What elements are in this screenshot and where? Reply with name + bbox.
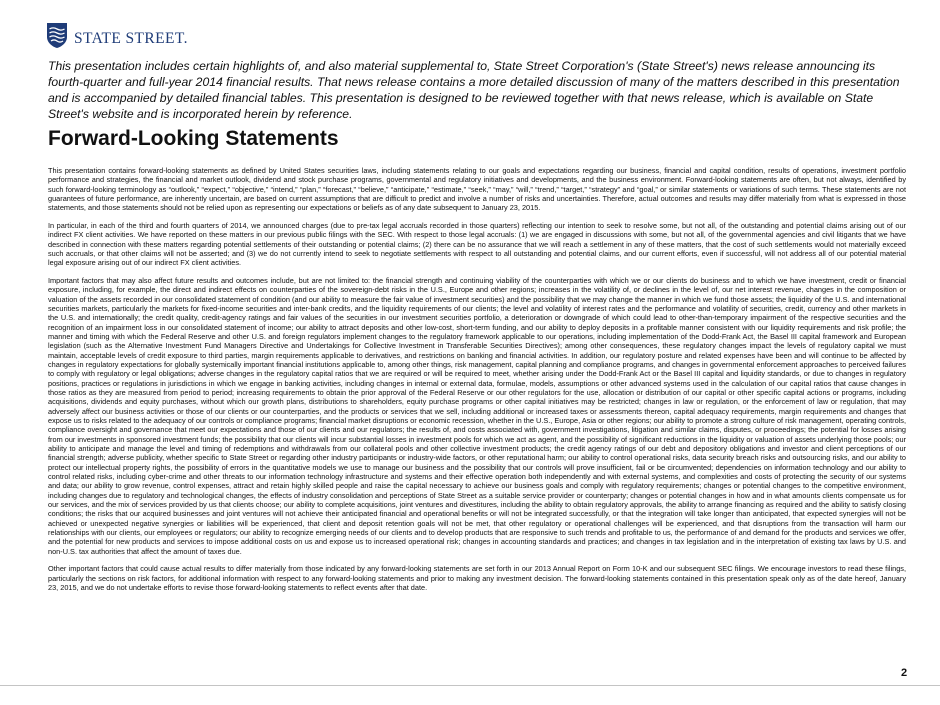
page-number: 2 (901, 667, 908, 679)
page-title: Forward-Looking Statements (48, 127, 339, 150)
disclaimer-body (48, 166, 906, 601)
paragraph: Other important factors that could cause actual results to differ materially from those indicated by any forward-looking statements are set forth in our 2013 Annual Report on Form 10-K and our subsequent SEC filings. We encourage investors to read these filings, particularly the sections on risk factors, for additional information with respect to any forward-looking statements and prior to making any investment decision. The forward-looking statements contained in this presentation speak only as of the date hereof, January 23, 2015, and we do not undertake efforts to revise those forward-looking statements to reflect events after that date. (48, 564, 906, 592)
state-street-logo (46, 22, 188, 49)
brand-name: STATE STREET. (74, 29, 188, 47)
paragraph: Important factors that may also affect future results and outcomes include, but are not limited to: the financial strength and continuing viability of the counterparties with which we or our clients do business and to which we have investment, credit or financial exposure, including, for example, the direct and indirect effects on counterparties of the sovereign-debt risks in the U.S., Europe and other regions; increases in the volatility of, or declines in the level of, our net interest revenue, changes in the composition or valuation of the assets recorded in our consolidated statement of condition (and our ability to measure the fair value of investment securities) and the possibility that we may change the manner in which we fund those assets; the liquidity of the U.S. and international securities markets, particularly the markets for fixed-income securities and inter-bank credits, and the liquidity requirements of our clients; the level and volatility of interest rates and the performance and volatility of securities, credit, currency and other markets in the U.S. and internationally; the credit quality, credit-agency ratings and fair values of the securities in our investment securities portfolio, a deterioration or downgrade of which could lead to other-than-temporary impairment of the respective securities and the recognition of an impairment loss in our consolidated statement of income; our ability to attract deposits and other low-cost, short-term funding, and our ability to deploy deposits in a profitable manner consistent with our liquidity requirements and risk profile; the manner and timing with which the Federal Reserve and other U.S. and foreign regulators implement changes to the regulatory framework applicable to our operations, including implementation of the Dodd-Frank Act, the Basel III capital framework and European legislation (such as the Alternative Investment Fund Managers Directive and Undertakings for Collective Investment in Transferable Securities Directives); among other consequences, these regulatory changes impact the levels of regulatory capital we must maintain, acceptable levels of credit exposure to third parties, margin requirements applicable to derivatives, and restrictions on banking and financial activities. In addition, our regulatory posture and related expenses have been and will continue to be affected by changes in regulatory expectations for globally systemically important financial institutions applicable to, among other things, risk management, capital planning and compliance programs, and changes in governmental enforcement approaches to perceived failures to comply with regulatory or legal obligations; adverse changes in the regulatory capital ratios that we are required or will be required to meet, whether arising under the Dodd-Frank Act or the Basel III capital and liquidity standards, or due to changes in regulatory positions, practices or regulations in jurisdictions in which we engage in banking activities, including changes in internal or external data, formulae, models, assumptions or other advanced systems used in the calculation of our capital ratios that cause changes in those ratios as they are measured from period to period; increasing requirements to obtain the prior approval of the Federal Reserve or our other regulators for the use, allocation or distribution of our capital or other specific capital actions or programs, including acquisitions, dividends and equity purchases, without which our growth plans, distributions to shareholders, equity purchase programs or other capital initiatives may be restricted; changes in law or regulation, or the enforcement of law or regulation, that may adversely affect our business activities or those of our clients or our counterparties, and the products or services that we sell, including additional or increased taxes or assessments thereon, capital adequacy requirements, margin requirements and changes that expose us to risks related to the adequacy of our controls or compliance programs; financial market disruptions or economic recession, whether in the U.S., Europe, Asia or other regions; our ability to promote a strong culture of risk management, operating controls, compliance oversight and governance that meet our expectations and those of our clients and our regulators; the results of, and costs associated with, government investigations, litigation and similar claims, disputes, or proceedings; the potential for losses arising from our investments in sponsored investment funds; the possibility that our clients will incur substantial losses in investment pools for which we act as agent, and the possibility of significant reductions in the liquidity or valuation of assets underlying those pools; our ability to anticipate and manage the level and timing of redemptions and withdrawals from our collateral pools and other collective investment products; the credit agency ratings of our debt and depository obligations and investor and client perceptions of our financial strength; adverse publicity, whether specific to State Street or regarding other industry participants or industry-wide factors, or other reputational harm; our ability to control operational risks, data security breach risks and outsourcing risks, and our ability to protect our intellectual property rights, the possibility of errors in the quantitative models we use to manage our business and the possibility that our controls will prove insufficient, fail or be circumvented; dependencies on information technology and our ability to control related risks, including cyber-crime and other threats to our information technology infrastructure and systems and their effective operation both independently and with external systems, and complexities and costs of protecting the security of our systems and data; our ability to grow revenue, control expenses, attract and retain highly skilled people and raise the capital necessary to achieve our business goals and comply with regulatory requirements; changes or potential changes to the competitive environment, including changes due to regulatory and technological changes, the effects of industry consolidation and perceptions of State Street as a suitable service provider or counterparty; changes or potential changes in how and in what amounts clients compensate us for our services, and the mix of services provided by us that clients choose; our ability to complete acquisitions, joint ventures and divestitures, including the ability to obtain regulatory approvals, the ability to arrange financing as required and the ability to satisfy closing conditions; the risks that our acquired businesses and joint ventures will not achieve their anticipated financial and operational benefits or will not be integrated successfully, or that the integration will take longer than anticipated, that expected synergies will not be achieved or unexpected negative synergies or liabilities will be experienced, that client and deposit retention goals will not be met, that other regulatory or operational challenges will be experienced, and that disruptions from the transaction will harm our relationships with our clients, our employees or regulators; our ability to recognize emerging needs of our clients and to develop products that are responsive to such trends and profitable to us, the performance of and demand for the products and services we offer, and the potential for new products and services to impose additional costs on us and expose us to increased operational risk; changes in accounting standards and practices; and changes in tax legislation and in the interpretation of existing tax laws by U.S. and non-U.S. tax authorities that affect the amount of taxes due. (48, 275, 906, 556)
footer-divider (0, 685, 940, 686)
paragraph: In particular, in each of the third and fourth quarters of 2014, we announced charges (due to pre-tax legal accruals recorded in those quarters) reflecting our intention to seek to resolve some, but not all, of the outstanding and potential claims arising out of our indirect FX client activities. We have reported on these matters in our previous public filings with the SEC. With respect to those legal accruals: (1) we are engaged in discussions with some, but not all, of the governmental agencies and civil litigants that we have described in connection with these matters regarding potential settlements of their outstanding or potential claims; (2) there can be no assurance that we will reach a settlement in any of these matters, that the cost of such settlements would not materially exceed such accruals, or that other claims will not be asserted; and (3) we do not currently intend to seek to negotiate settlements with respect to all outstanding and potential claims, and our current efforts, even if successful, will not address all of our potential material legal exposure arising out of our indirect FX client activities. (48, 220, 906, 268)
state-street-emblem-icon (46, 22, 68, 49)
intro-statement: This presentation includes certain highlights of, and also material supplemental to, State Street Corporation's (State Street's) news release announcing its fourth-quarter and full-year 2014 financial results. That news release contains a more detailed discussion of many of the matters described in this presentation and is accompanied by detailed financial tables. This presentation is designed to be reviewed together with that news release, which is available on State Street's website and is incorporated herein by reference. (48, 59, 900, 121)
paragraph: This presentation contains forward-looking statements as defined by United States securities laws, including statements relating to our goals and expectations regarding our business, financial and capital condition, results of operations, investment portfolio performance and strategies, the financial and market outlook, dividend and stock purchase programs, governmental and regulatory initiatives and developments, and the business environment. Forward-looking statements are often, but not always, identified by such forward-looking terminology as “outlook,” “expect,” “objective,” “intend,” “plan,” “forecast,” “believe,” “anticipate,” “estimate,” “seek,” “may,” “will,” “trend,” “target,” “strategy” and “goal,” or similar statements or variations of such terms. These statements are not guarantees of future performance, are inherently uncertain, are based on current assumptions that are difficult to predict and involve a number of risks and uncertainties. Therefore, actual outcomes and results may differ materially from what is expressed in those statements, and those statements should not be relied upon as representing our expectations or beliefs as of any date subsequent to January 23, 2015. (48, 166, 906, 213)
